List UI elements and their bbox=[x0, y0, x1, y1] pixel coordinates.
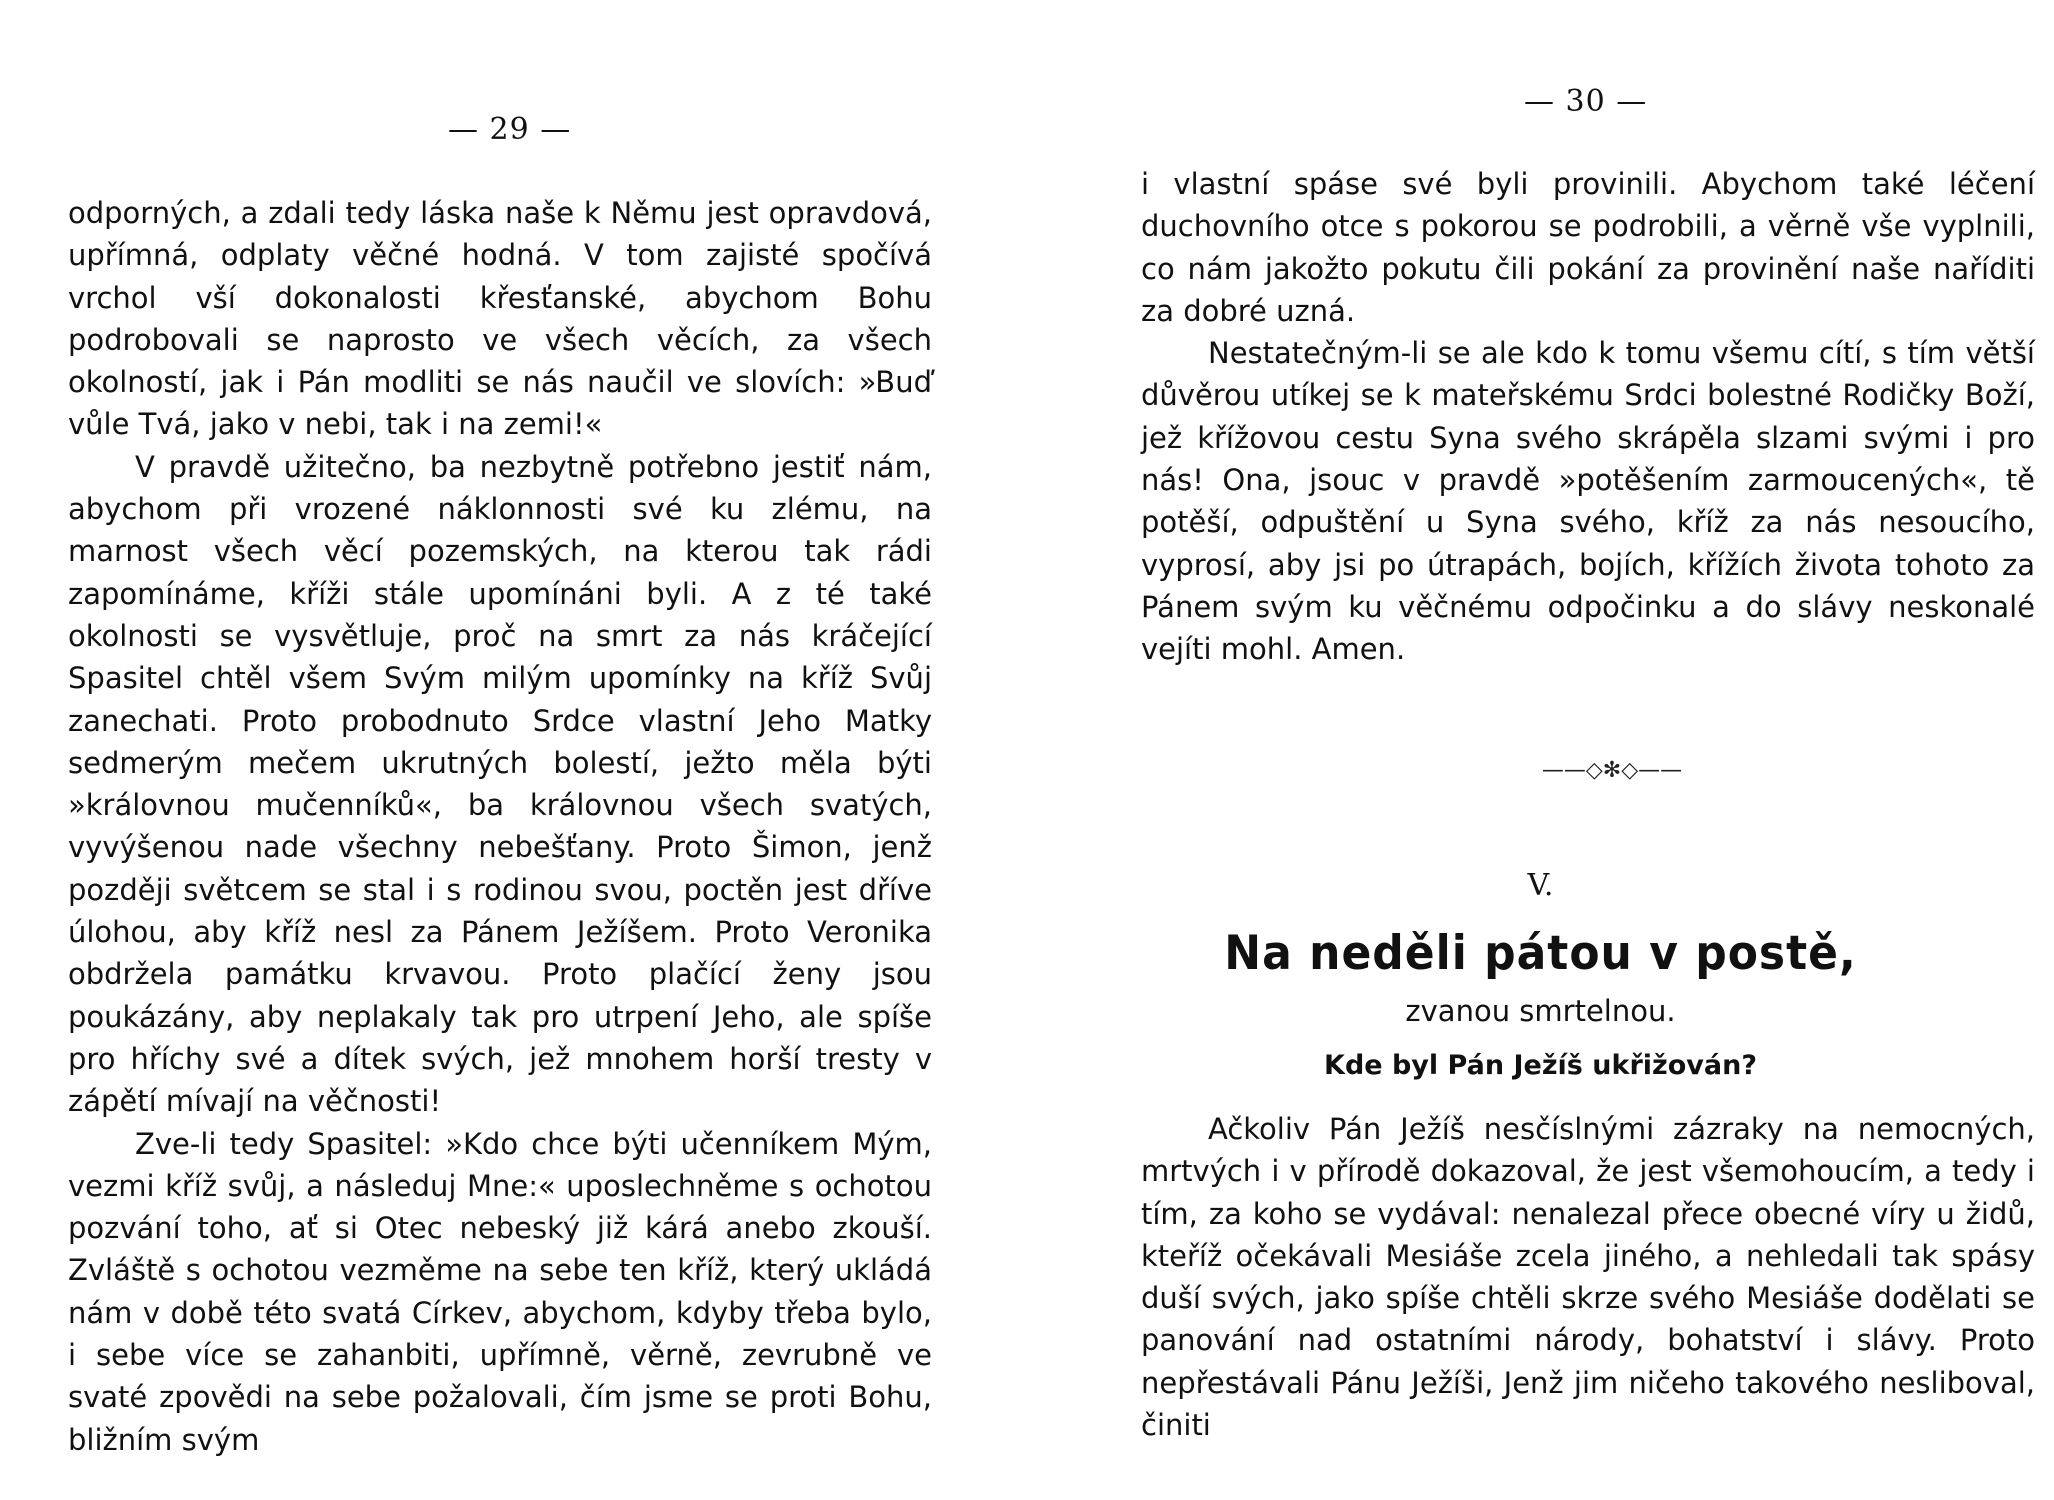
chapter-number: V. bbox=[1527, 868, 1554, 903]
paragraph: Ačkoliv Pán Ježíš nesčíslnými zázraky na nemocných, mrtvých i v přírodě dokazoval, že jest všemohoucím, a tedy i tím, za koho se vydával: nenalezal přece obecné víry u židů, kteříž očekávali Mesiáše zcela jiného, a nehledali tak spásy duší svých, jako spíše chtěli skrze svého Mesiáše dodělati se panování nad ostatními národy, bohatství i slávy. Proto nepřestávali Pánu Ježíši, Jenž jim ničeho takového nesliboval, činiti bbox=[1141, 1112, 2035, 1443]
paragraph: i vlastní spáse své byli provinili. Abychom také léčení duchovního otce s pokorou se podrobili, a věrně vše vyplnili, co nám jakožto pokutu čili pokání za provinění naše naříditi za dobré uzná. bbox=[1141, 167, 2035, 328]
right-page-text-bottom bbox=[1141, 1108, 2035, 1446]
chapter-question: Kde byl Pán Ježíš ukřižován? bbox=[1324, 1050, 1757, 1081]
chapter-title: Na neděli pátou v postě, bbox=[1224, 925, 1857, 982]
paragraph: odporných, a zdali tedy láska naše k Němu jest opravdová, upřímná, odplaty věčné hodná. V tom zajisté spočívá vrchol vší dokonalosti křesťanské, abychom Bohu podrobovali se naprosto ve všech věcích, za všech okolností, jak i Pán modliti se nás naučil ve slovích: »Buď vůle Tvá, jako v nebi, tak i na zemi!« bbox=[68, 196, 932, 442]
page-number-left: — 29 — bbox=[448, 112, 572, 147]
chapter-subtitle: zvanou smrtelnou. bbox=[1405, 994, 1676, 1028]
right-page-text-top bbox=[1141, 163, 2035, 671]
right-page bbox=[1027, 0, 2054, 1500]
page-number-right: — 30 — bbox=[1524, 84, 1648, 119]
ornament-icon: ——◇✻◇—— bbox=[1541, 758, 1683, 783]
paragraph: Zve-li tedy Spasitel: »Kdo chce býti učenníkem Mým, vezmi kříž svůj, a následuj Mne:« uposlechněme s ochotou pozvání toho, ať si Otec nebeský již kárá anebo zkouší. Zvláště s ochotou vezměme na sebe ten kříž, který ukládá nám v době této svatá Církev, abychom, kdyby třeba bylo, i sebe více se zahanbiti, upřímně, věrně, zevrubně ve svaté zpovědi na sebe požalovali, čím jsme se proti Bohu, bližním svým bbox=[68, 1126, 932, 1457]
paragraph: V pravdě užitečno, ba nezbytně potřebno jestiť nám, abychom při vrozené náklonnosti své ku zlému, na marnost všech věcí pozemských, na kterou tak rádi zapomínáme, kříži stále upomínáni byli. A z té také okolnosti se vysvětluje, proč na smrt za nás kráčející Spasitel chtěl všem Svým milým upomínky na kříž Svůj zanechati. Proto probodnuto Srdce vlastní Jeho Matky sedmerým mečem ukrutných bolestí, ježto měla býti »královnou mučenníků«, ba královnou všech svatých, vyvýšenou nade všechny nebešťany. Proto Šimon, jenž později světcem se stal i s rodinou svou, poctěn jest dříve úlohou, aby kříž nesl za Pánem Ježíšem. Proto Veronika obdržela památku krvavou. Proto plačící ženy jsou poukázány, aby neplakaly tak pro utrpení Jeho, ale spíše pro hříchy své a dítek svých, jež mnohem horší tresty v zápětí mívají na věčnosti! bbox=[68, 449, 932, 1119]
left-page-text bbox=[68, 192, 932, 1461]
paragraph: Nestatečným-li se ale kdo k tomu všemu cítí, s tím větší důvěrou utíkej se k mateřskému Srdci bolestné Rodičky Boží, jež křížovou cestu Syna svého skrápěla slzami svými i pro nás! Ona, jsouc v pravdě »potěšením zarmoucených«, tě potěší, odpuštění u Syna svého, kříž za nás nesoucího, vyprosí, aby jsi po útrapách, bojích, křížích života tohoto za Pánem svým ku věčnému odpočinku a do slávy neskonalé vejíti mohl. Amen. bbox=[1141, 336, 2035, 667]
